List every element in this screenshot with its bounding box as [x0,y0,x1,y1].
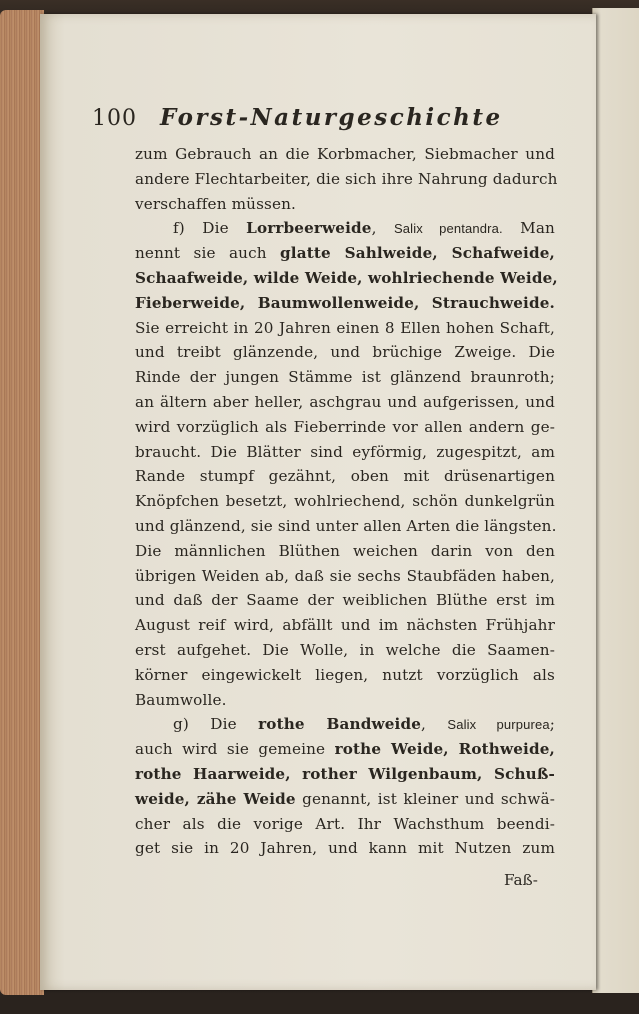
latin-name: Salix purpurea [447,717,550,733]
text-line: August reif wird, abfällt und im nächsten Frühjahr [135,616,555,635]
emphasized-text: rothe Bandweide [258,715,422,734]
emphasized-text: Lorrbeerweide [246,219,372,238]
text-line: Knöpfchen besetzt, wohlriechend, schön dunkelgrün [135,492,555,511]
text-line: übrigen Weiden ab, daß sie sechs Staubfäden haben, [135,566,555,585]
text-run: Man [502,219,555,238]
emphasized-text: Schaafweide, wilde Weide, wohlriechende Weide, [135,268,558,287]
text-run: auch wird sie gemeine [135,740,335,759]
text-line: andere Flechtarbeiter, die sich ihre Nahrung dadurch [135,169,558,188]
text-line: zum Gebrauch an die Korbmacher, Siebmacher und [135,145,555,163]
text-run: , [371,219,394,238]
text-line [135,291,555,316]
adjacent-page-edge [592,8,639,993]
text-line [135,712,555,737]
page-number: 100 [92,106,137,131]
text-line: Rinde der jungen Stämme ist glänzend braunroth; [135,368,555,387]
text-line: erst aufgehet. Die Wolle, in welche die Saamen- [135,640,555,659]
text-line [135,737,555,762]
text-line [135,762,555,787]
latin-name: Salix pentandra. [393,221,503,237]
text-line: get sie in 20 Jahren, und kann mit Nutzen zum [135,839,555,858]
running-title: Forst-Naturgeschichte [160,104,503,131]
text-run: nennt sie auch [135,244,281,263]
text-line [135,241,555,266]
text-line [135,266,558,291]
text-line: an ältern aber heller, aschgrau und aufgerissen, und [135,392,555,411]
text-line: verschaffen müssen. [135,194,297,213]
text-line: und treibt glänzende, und brüchige Zweige. Die [135,343,555,362]
emphasized-text: weide, zähe Weide [135,789,296,808]
text-run: g) Die [173,715,259,734]
text-line: Die männlichen Blüthen weichen darin von den [135,541,555,560]
text-run: genannt, ist kleiner und schwä- [295,789,555,808]
text-run: ; [549,715,555,734]
catchword: Faß- [504,871,538,889]
body-text [135,142,558,861]
text-line [135,216,555,241]
emphasized-text: rothe Weide, Rothweide, [334,740,555,759]
emphasized-text: Fieberweide, Baumwollenweide, Strauchweide. [135,293,555,312]
text-line: Baumwolle. [135,690,227,709]
text-line: cher als die vorige Art. Ihr Wachsthum beendi- [135,814,555,833]
text-line: wird vorzüglich als Fieberrinde vor allen andern ge- [135,417,555,436]
text-line [135,787,555,812]
text-line: braucht. Die Blätter sind eyförmig, zugespitzt, am [135,442,555,461]
page-header [92,104,512,138]
text-line: Rande stumpf gezähnt, oben mit drüsenartigen [135,467,555,486]
text-line: und daß der Saame der weiblichen Blüthe erst im [135,591,555,610]
emphasized-text: glatte Sahlweide, Schafweide, [280,244,555,263]
text-run: , [421,715,448,734]
text-line: Sie erreicht in 20 Jahren einen 8 Ellen hohen Schaft, [135,318,555,337]
book-fore-edge [0,10,44,995]
text-line: und glänzend, sie sind unter allen Arten die längsten. [135,516,557,535]
text-line: körner eingewickelt liegen, nutzt vorzüglich als [135,665,555,684]
text-run: f) Die [173,219,247,238]
emphasized-text: rothe Haarweide, rother Wilgenbaum, Schuß- [135,764,555,783]
